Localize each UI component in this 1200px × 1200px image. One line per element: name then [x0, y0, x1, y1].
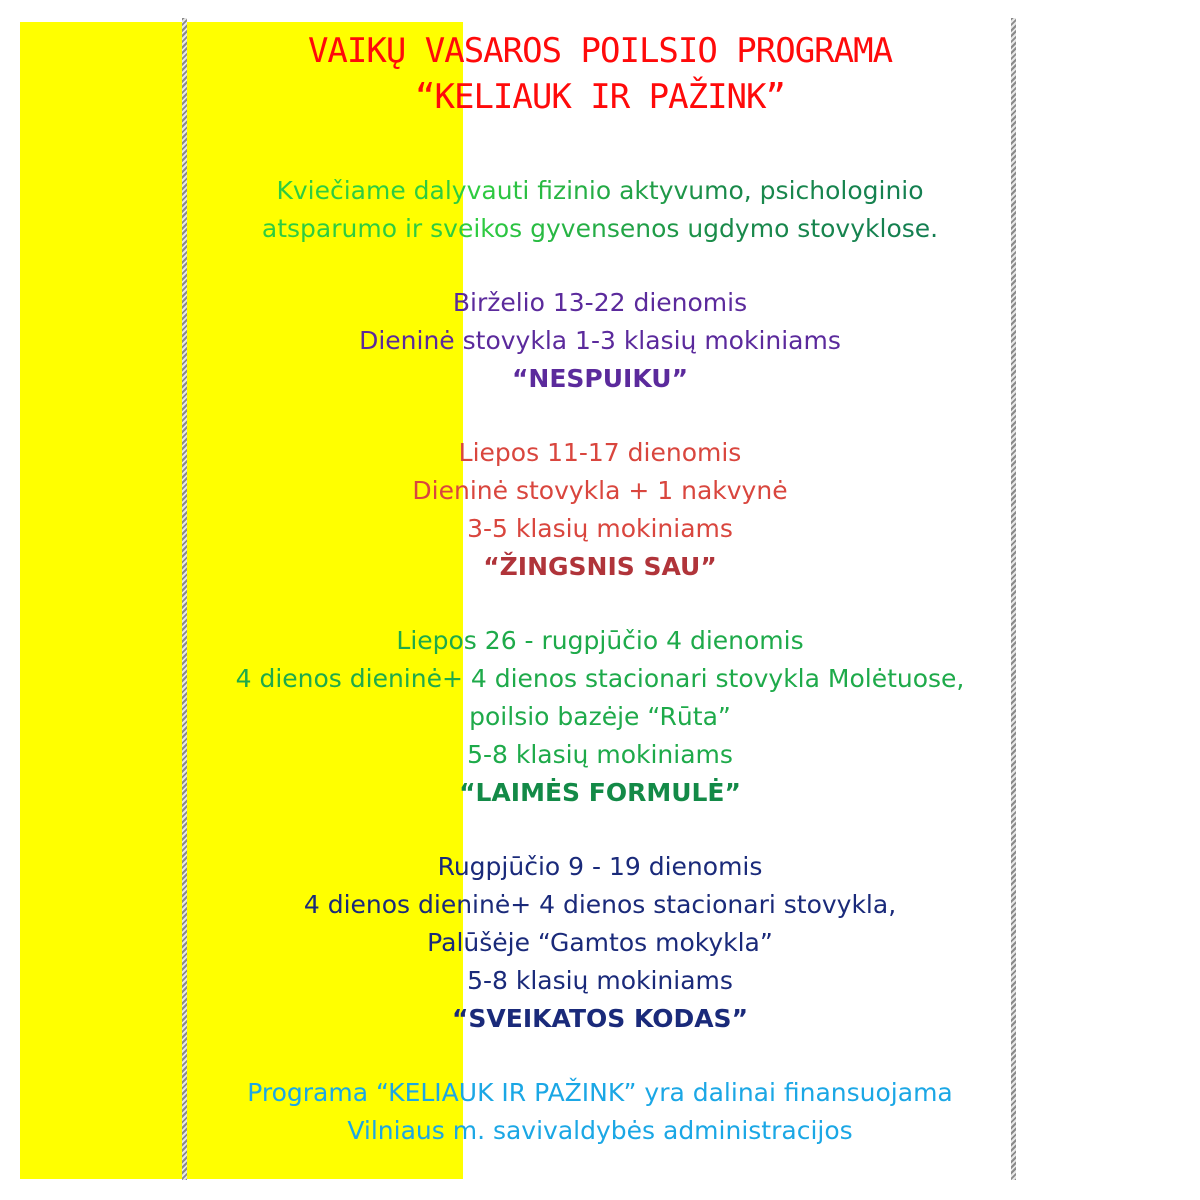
camp-name: “LAIMĖS FORMULĖ” — [459, 778, 741, 807]
camp-audience: 3-5 klasių mokiniams — [467, 514, 733, 543]
camp-dates: Liepos 11-17 dienomis — [458, 438, 742, 467]
camp-type: Dieninė stovykla + 1 nakvynė — [412, 476, 788, 505]
funding-line-1: Programa “KELIAUK IR PAŽINK” yra dalinai finansuojama — [247, 1078, 953, 1107]
camp-type: 4 dienos dieninė+ 4 dienos stacionari stovykla Molėtuose, — [235, 664, 965, 693]
poster-title — [190, 28, 1010, 120]
camp-place: poilsio bazėje “Rūta” — [469, 702, 731, 731]
camp-name: “ŽINGSNIS SAU” — [483, 552, 717, 581]
funding-note — [190, 1074, 1010, 1150]
left-rope-border — [182, 18, 187, 1180]
intro-text — [190, 172, 1010, 248]
camp-dates: Liepos 26 - rugpjūčio 4 dienomis — [396, 626, 804, 655]
camp-nespuiku — [190, 284, 1010, 398]
camp-dates: Birželio 13-22 dienomis — [452, 288, 748, 317]
title-line-2: “KELIAUK IR PAŽINK” — [415, 77, 785, 117]
intro-line-1: Kviečiame dalyvauti fizinio aktyvumo, psichologinio — [190, 172, 1010, 210]
camp-dates: Rugpjūčio 9 - 19 dienomis — [437, 852, 763, 881]
title-line-1: VAIKŲ VASAROS POILSIO PROGRAMA — [307, 31, 893, 71]
camp-audience: 5-8 klasių mokiniams — [467, 740, 733, 769]
camp-name: “NESPUIKU” — [511, 364, 689, 393]
camp-place: Palūšėje “Gamtos mokykla” — [427, 928, 773, 957]
camp-name: “SVEIKATOS KODAS” — [452, 1004, 748, 1033]
camp-audience: 5-8 klasių mokiniams — [467, 966, 733, 995]
poster-content — [190, 28, 1010, 1150]
right-rope-border — [1011, 18, 1016, 1180]
camp-type: 4 dienos dieninė+ 4 dienos stacionari stovykla, — [303, 890, 897, 919]
camp-type: Dieninė stovykla 1-3 klasių mokiniams — [359, 326, 841, 355]
funding-line-2: Vilniaus m. savivaldybės administracijos — [347, 1116, 853, 1145]
camp-zingsnis-sau — [190, 434, 1010, 586]
camp-sveikatos-kodas — [190, 848, 1010, 1038]
camp-laimes-formule — [190, 622, 1010, 812]
intro-line-2: atsparumo ir sveikos gyvensenos ugdymo stovyklose. — [190, 210, 1010, 248]
